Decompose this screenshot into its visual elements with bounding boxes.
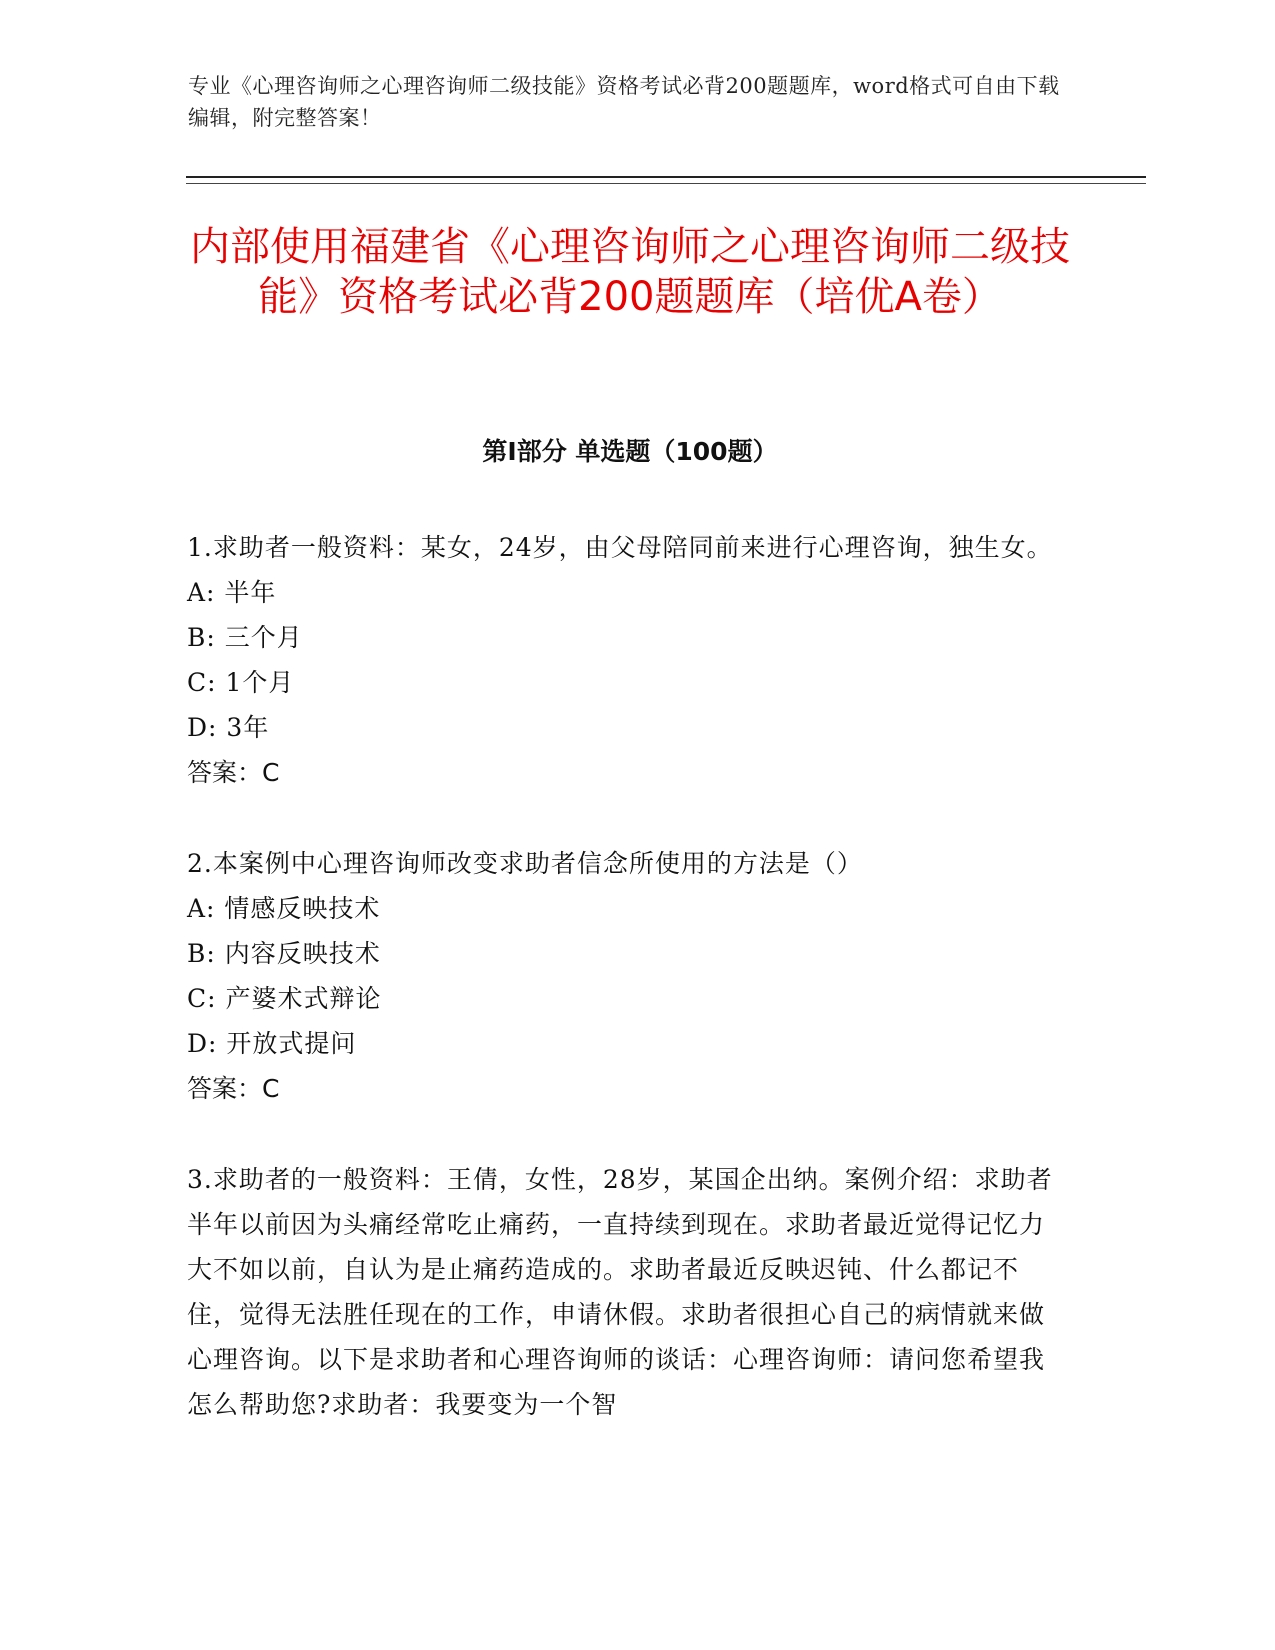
answer: 答案：C <box>187 1074 280 1103</box>
option-c: C: 1个月 <box>187 668 295 697</box>
option-c: C: 产婆术式辩论 <box>187 984 382 1013</box>
question-list <box>187 525 1067 1473</box>
question-text: 1.求助者一般资料：某女，24岁，由父母陪同前来进行心理咨询，独生女。 <box>187 533 1053 562</box>
document-title: 内部使用福建省《心理咨询师之心理咨询师二级技能》资格考试必背200题题库（培优A卷） <box>190 224 1070 320</box>
question-3 <box>187 1157 1067 1427</box>
option-b: B: 内容反映技术 <box>187 939 381 968</box>
question-2 <box>187 841 1067 1111</box>
header-note: 专业《心理咨询师之心理咨询师二级技能》资格考试必背200题题库，word格式可自由下载编辑，附完整答案！ <box>188 74 1060 130</box>
question-text: 2.本案例中心理咨询师改变求助者信念所使用的方法是（） <box>187 849 863 878</box>
option-d: D: 3年 <box>187 713 270 742</box>
option-a: A: 半年 <box>187 578 277 607</box>
option-b: B: 三个月 <box>187 623 303 652</box>
section-title: 第Ⅰ部分 单选题（100题） <box>482 437 778 466</box>
option-a: A: 情感反映技术 <box>187 894 381 923</box>
answer: 答案：C <box>187 758 280 787</box>
question-1 <box>187 525 1067 795</box>
option-d: D: 开放式提问 <box>187 1029 357 1058</box>
question-text: 3.求助者的一般资料：王倩，女性，28岁，某国企出纳。案例介绍：求助者半年以前因为头痛经常吃止痛药，一直持续到现在。求助者最近觉得记忆力大不如以前，自认为是止痛药造成的。求助者最近反映迟钝、什么都记不住，觉得无法胜任现在的工作，申请休假。求助者很担心自己的病情就来做心理咨询。以下是求助者和心理咨询师的谈话：心理咨询师：请问您希望我怎么帮助您?求助者：我要变为一个智 <box>187 1165 1053 1419</box>
header-divider-thick <box>186 176 1146 178</box>
header-divider-thin <box>186 183 1146 184</box>
